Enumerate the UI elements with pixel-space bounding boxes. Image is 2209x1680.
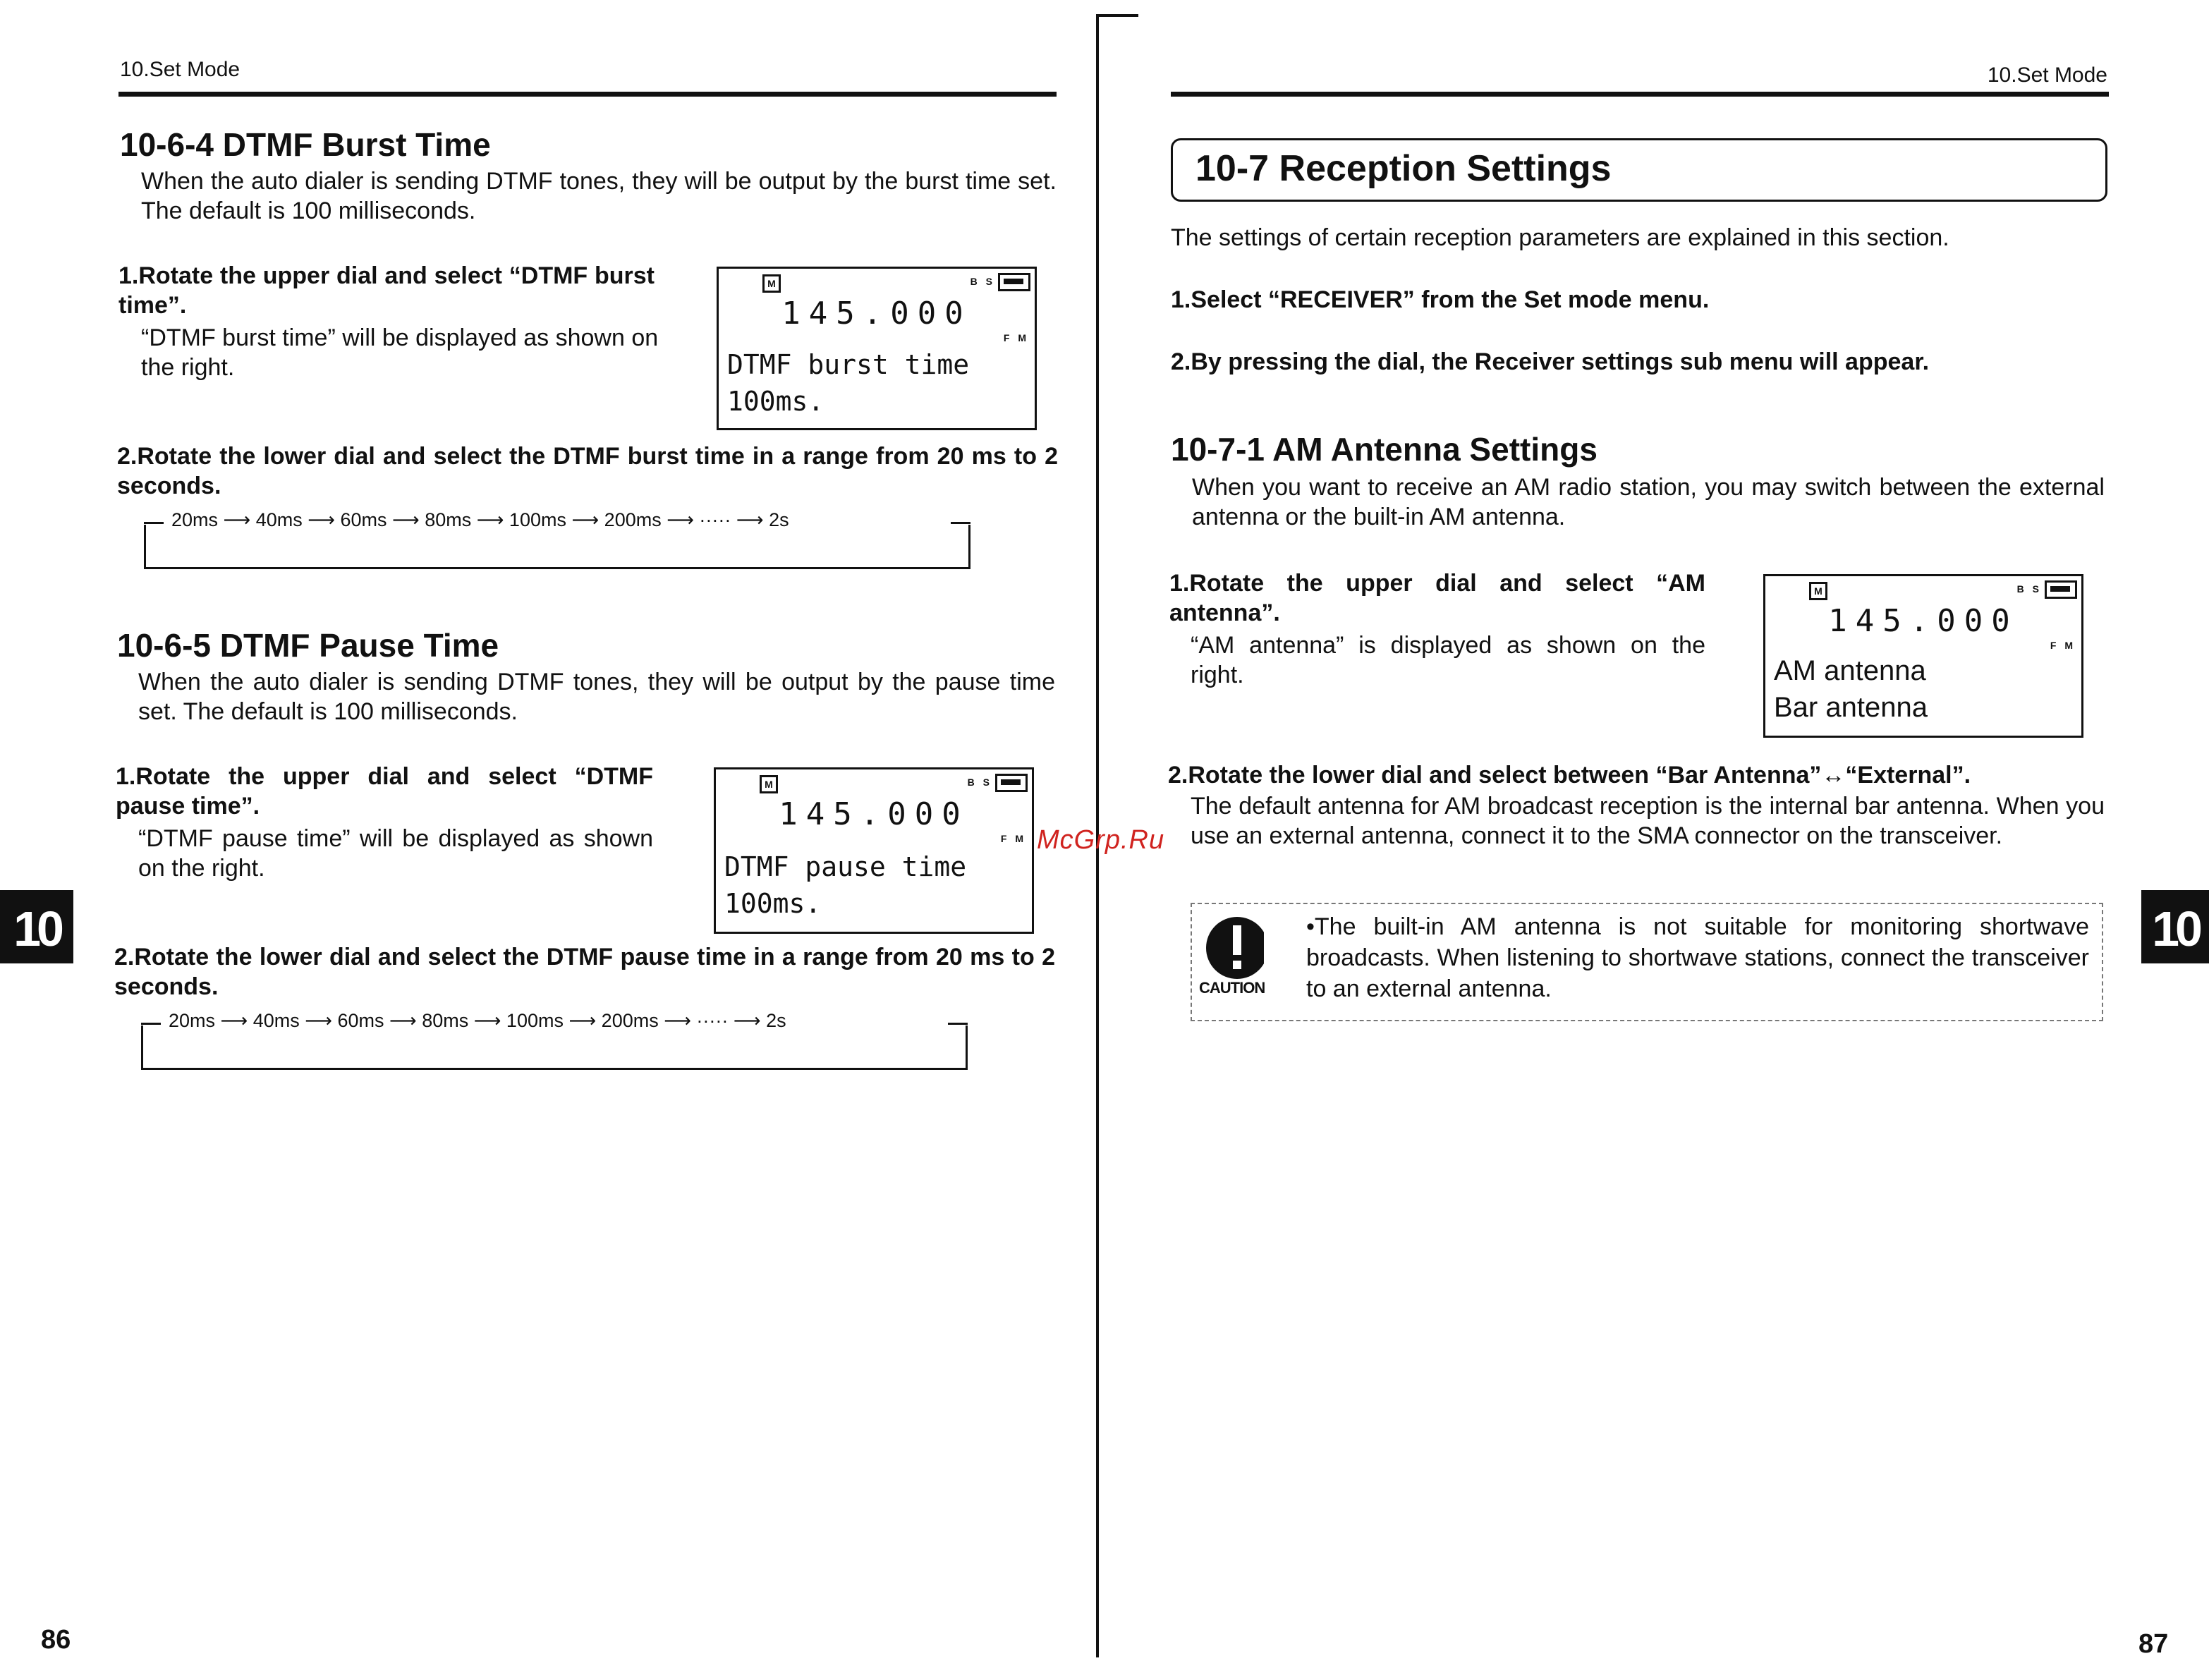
- step1-burst-bold: 1.Rotate the upper dial and select “DTMF burst time”.: [118, 262, 655, 319]
- lcd-frequency: 145.000: [1828, 603, 2019, 639]
- lcd-frequency: 145.000: [779, 796, 969, 832]
- cycle-diagram-burst: [144, 509, 970, 569]
- step1-am: [1169, 568, 1705, 628]
- lcd-line1: DTMF burst time: [727, 349, 970, 380]
- reception-step2: 2.By pressing the dial, the Receiver settings sub menu will appear.: [1171, 348, 1930, 375]
- right-header: 10.Set Mode: [1987, 63, 2107, 87]
- step1-burst-text: “DTMF burst time” will be displayed as shown on the right.: [141, 324, 659, 381]
- fm-indicator: F M: [1000, 833, 1026, 844]
- page-number-left: 86: [41, 1625, 71, 1655]
- right-header-rule: [1171, 92, 2109, 97]
- lcd-am: [1763, 574, 2083, 738]
- watermark: McGrp.Ru: [1037, 825, 1165, 855]
- caution-label: CAUTION: [1199, 979, 1265, 997]
- intro-am-antenna: When you want to receive an AM radio station, you may switch between the external antenna or the built-in AM antenna.: [1192, 474, 2105, 530]
- fm-indicator: F M: [1003, 332, 1029, 343]
- intro-burst: When the auto dialer is sending DTMF tones, they will be output by the burst time set. The default is 100 milliseconds.: [141, 168, 1057, 224]
- step2-am-bold: 2.Rotate the lower dial and select between “Bar Antenna”↔“External”.: [1168, 762, 1971, 789]
- step1-pause-bold: 1.Rotate the upper dial and select “DTMF pause time”.: [116, 763, 653, 820]
- memory-icon: M: [760, 775, 778, 793]
- bs-indicator: B S: [970, 276, 995, 287]
- left-header: 10.Set Mode: [120, 58, 241, 81]
- caution-icon: [1196, 910, 1264, 985]
- step2-burst: [117, 442, 1058, 501]
- step1-am-bold: 1.Rotate the upper dial and select “AM antenna”.: [1169, 570, 1705, 626]
- step2-pause: [114, 942, 1055, 1002]
- step1-pause-text: “DTMF pause time” will be displayed as shown on the right.: [138, 825, 653, 882]
- battery-icon: [998, 273, 1030, 291]
- memory-icon: M: [1809, 582, 1827, 600]
- page-number-right: 87: [2138, 1629, 2169, 1659]
- step2-am-text: The default antenna for AM broadcast reception is the internal bar antenna. When you use an external antenna, connect it to the SMA connector on the transceiver.: [1191, 793, 2105, 849]
- step2-am: [1168, 760, 2106, 790]
- section-title-reception: 10-7 Reception Settings: [1195, 148, 1612, 189]
- bs-indicator: B S: [2016, 583, 2042, 595]
- cycle-diagram-pause: [141, 1010, 968, 1070]
- chapter-tab-right: 10: [2141, 890, 2209, 963]
- bs-indicator: B S: [967, 777, 992, 788]
- battery-icon: [2045, 580, 2077, 599]
- section-title-burst: 10-6-4 DTMF Burst Time: [120, 126, 491, 163]
- lcd-frequency: 145.000: [781, 296, 972, 331]
- intro-reception: The settings of certain reception parameters are explained in this section.: [1171, 224, 1949, 251]
- lcd-burst: [717, 267, 1037, 430]
- step2-pause-bold: 2.Rotate the lower dial and select the DTMF pause time in a range from 20 ms to 2 seconds.: [114, 944, 1055, 1000]
- left-header-rule: [118, 92, 1057, 97]
- memory-icon: M: [762, 274, 781, 293]
- caution-text: •The built-in AM antenna is not suitable for monitoring shortwave broadcasts. When listening to shortwave stations, connect the transceiver to an external antenna.: [1306, 913, 2089, 1002]
- step1-am-text: “AM antenna” is displayed as shown on the right.: [1191, 632, 1705, 688]
- cycle-sequence-burst: 20ms ⟶ 40ms ⟶ 60ms ⟶ 80ms ⟶ 100ms ⟶ 200ms ⟶ ····· ⟶ 2s: [167, 509, 793, 531]
- section-title-am-antenna: 10-7-1 AM Antenna Settings: [1171, 431, 1598, 468]
- step1-burst: [118, 261, 655, 320]
- gutter-corner: [1096, 14, 1138, 17]
- section-title-box: [1171, 138, 2107, 202]
- intro-pause: When the auto dialer is sending DTMF tones, they will be output by the pause time set. The default is 100 milliseconds.: [138, 669, 1055, 725]
- lcd-line2: 100ms.: [724, 888, 822, 919]
- section-title-pause: 10-6-5 DTMF Pause Time: [117, 627, 499, 664]
- lcd-line1: AM antenna: [1774, 655, 1926, 686]
- lcd-pause: [714, 767, 1034, 934]
- lcd-line2: 100ms.: [727, 386, 824, 417]
- cycle-sequence-pause: 20ms ⟶ 40ms ⟶ 60ms ⟶ 80ms ⟶ 100ms ⟶ 200ms ⟶ ····· ⟶ 2s: [164, 1010, 791, 1032]
- caution-box: [1191, 903, 2103, 1021]
- step1-pause: [116, 762, 653, 821]
- step2-burst-bold: 2.Rotate the lower dial and select the DTMF burst time in a range from 20 ms to 2 seconds.: [117, 443, 1058, 499]
- reception-step1: 1.Select “RECEIVER” from the Set mode menu.: [1171, 286, 1710, 313]
- battery-icon: [995, 774, 1028, 792]
- fm-indicator: F M: [2050, 640, 2076, 651]
- lcd-line1: DTMF pause time: [724, 851, 967, 882]
- lcd-line2: Bar antenna: [1774, 692, 1928, 723]
- chapter-tab-left: 10: [0, 890, 73, 963]
